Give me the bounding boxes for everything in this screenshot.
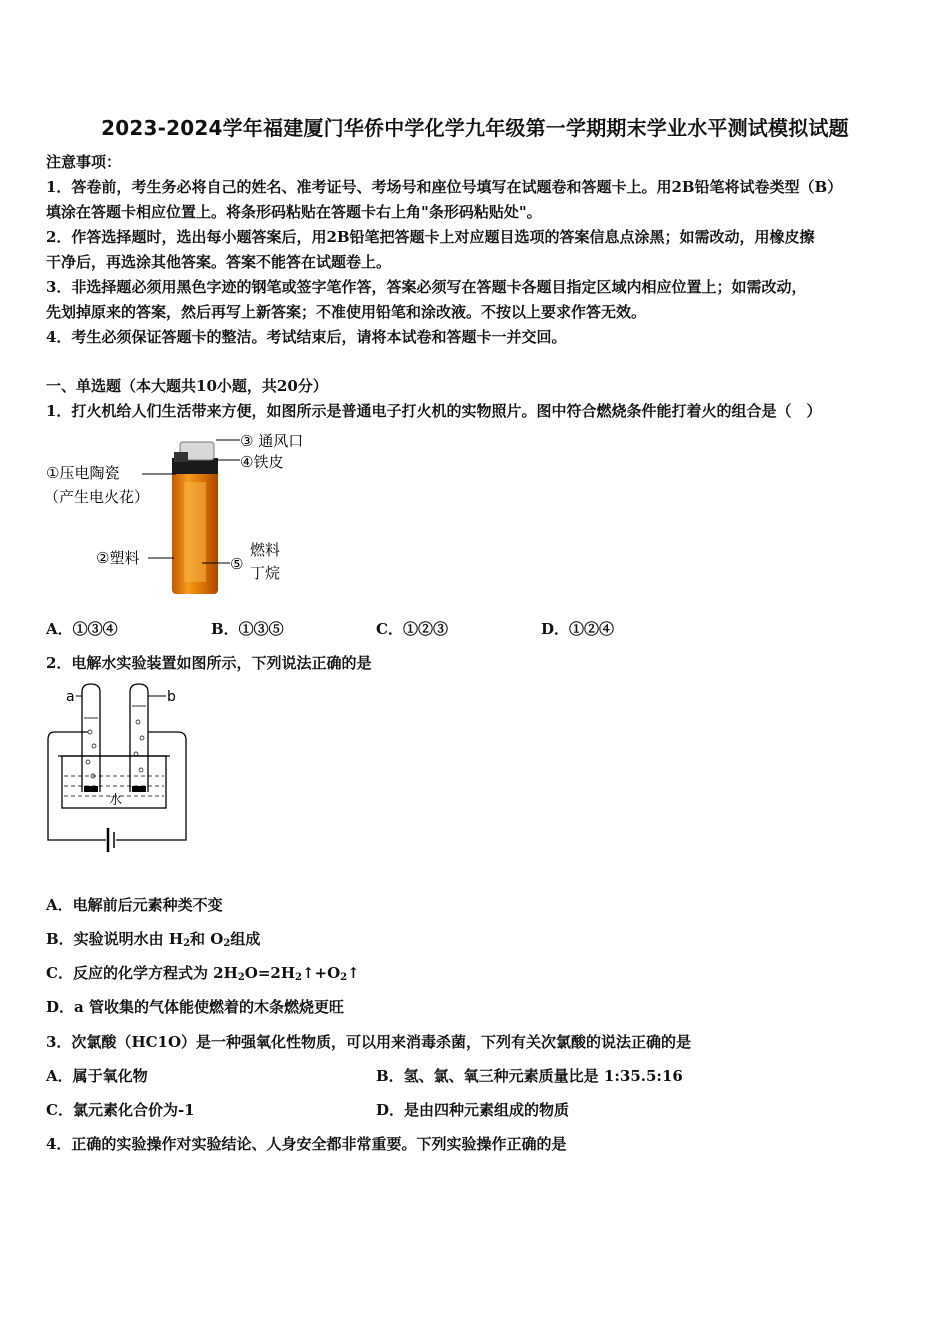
label-water: 水 [109, 793, 123, 808]
notes-line: 先划掉原来的答案，然后再写上新答案；不准使用铅笔和涂改液。不按以上要求作答无效。 [46, 303, 647, 321]
q3-option-c[interactable]: C．氯元素化合价为-1 [46, 1101, 195, 1119]
section-heading: 一、单选题（本大题共10小题，共20分） [46, 377, 328, 395]
q3-option-a[interactable]: A．属于氧化物 [46, 1067, 148, 1085]
label-fuel: 燃料 [250, 541, 281, 559]
electrolysis-figure [44, 682, 194, 867]
lighter-figure [44, 432, 334, 602]
electrode-b [132, 786, 146, 792]
q2-option-b[interactable]: B．实验说明水由 $H_2$和 $O_2$组成 [46, 930, 261, 949]
label-fuel-num: ⑤ [230, 555, 244, 573]
label-piezo-sub: （产生电火花） [44, 488, 150, 506]
q4-stem: 4．正确的实验操作对实验结论、人身安全都非常重要。下列实验操作正确的是 [46, 1135, 567, 1153]
notes-line: 填涂在答题卡相应位置上。将条形码粘贴在答题卡右上角"条形码粘贴处"。 [46, 203, 542, 221]
q3-stem: 3．次氯酸（HC1O）是一种强氧化性物质，可以用来消毒杀菌，下列有关次氯酸的说法正确的是 [46, 1033, 692, 1051]
q1-option-d[interactable]: D．①②④ [541, 620, 615, 638]
q1-stem: 1．打火机给人们生活带来方便，如图所示是普通电子打火机的实物照片。图中符合燃烧条件能打着火的组合是（ ） [46, 402, 822, 420]
page-title: 2023-2024学年福建厦门华侨中学化学九年级第一学期期末学业水平测试模拟试题 [101, 116, 849, 140]
label-plastic: ②塑料 [96, 549, 140, 567]
tube-b [130, 684, 148, 792]
q3-option-d[interactable]: D．是由四种元素组成的物质 [376, 1101, 570, 1119]
notes-line: 2．作答选择题时，选出每小题答案后，用2B铅笔把答题卡上对应题目选项的答案信息点涂黑；如需改动，用橡皮擦 [46, 228, 815, 246]
lighter-button [174, 452, 188, 462]
q1-option-b[interactable]: B．①③⑤ [211, 620, 284, 638]
notes-line: 干净后，再选涂其他答案。答案不能答在试题卷上。 [46, 253, 392, 271]
notes-line: 1．答卷前，考生务必将自己的姓名、准考证号、考场号和座位号填写在试题卷和答题卡上。用2B铅笔将试卷类型（B） [46, 178, 843, 196]
notes-heading: 注意事项： [46, 153, 122, 171]
label-piezo: ①压电陶瓷 [46, 464, 120, 482]
q2-option-d[interactable]: D．a 管收集的气体能使燃着的木条燃烧更旺 [46, 998, 344, 1016]
label-butane: 丁烷 [250, 564, 281, 582]
label-a: a [66, 689, 75, 705]
label-vent: ③ 通风口 [240, 432, 304, 450]
notes-line: 4．考生必须保证答题卡的整洁。考试结束后，请将本试卷和答题卡一并交回。 [46, 328, 567, 346]
label-b: b [167, 689, 176, 705]
lighter-tank-inner [184, 482, 206, 582]
q1-option-a[interactable]: A．①③④ [46, 620, 118, 638]
q2-option-a[interactable]: A．电解前后元素种类不变 [46, 896, 223, 914]
electrode-a [84, 786, 98, 792]
label-iron: ④铁皮 [240, 453, 284, 471]
q2-stem: 2．电解水实验装置如图所示，下列说法正确的是 [46, 654, 372, 672]
q3-option-b[interactable]: B．氢、氯、氧三种元素质量比是 1:35.5:16 [376, 1067, 683, 1085]
notes-line: 3．非选择题必须用黑色字迹的钢笔或签字笔作答，答案必须写在答题卡各题目指定区域内相应位置上；如需改动， [46, 278, 807, 296]
q1-option-c[interactable]: C．①②③ [376, 620, 448, 638]
q2-option-c[interactable]: C．反应的化学方程式为 $2H_2O=2H_2↑+O_2↑$ [46, 964, 360, 983]
